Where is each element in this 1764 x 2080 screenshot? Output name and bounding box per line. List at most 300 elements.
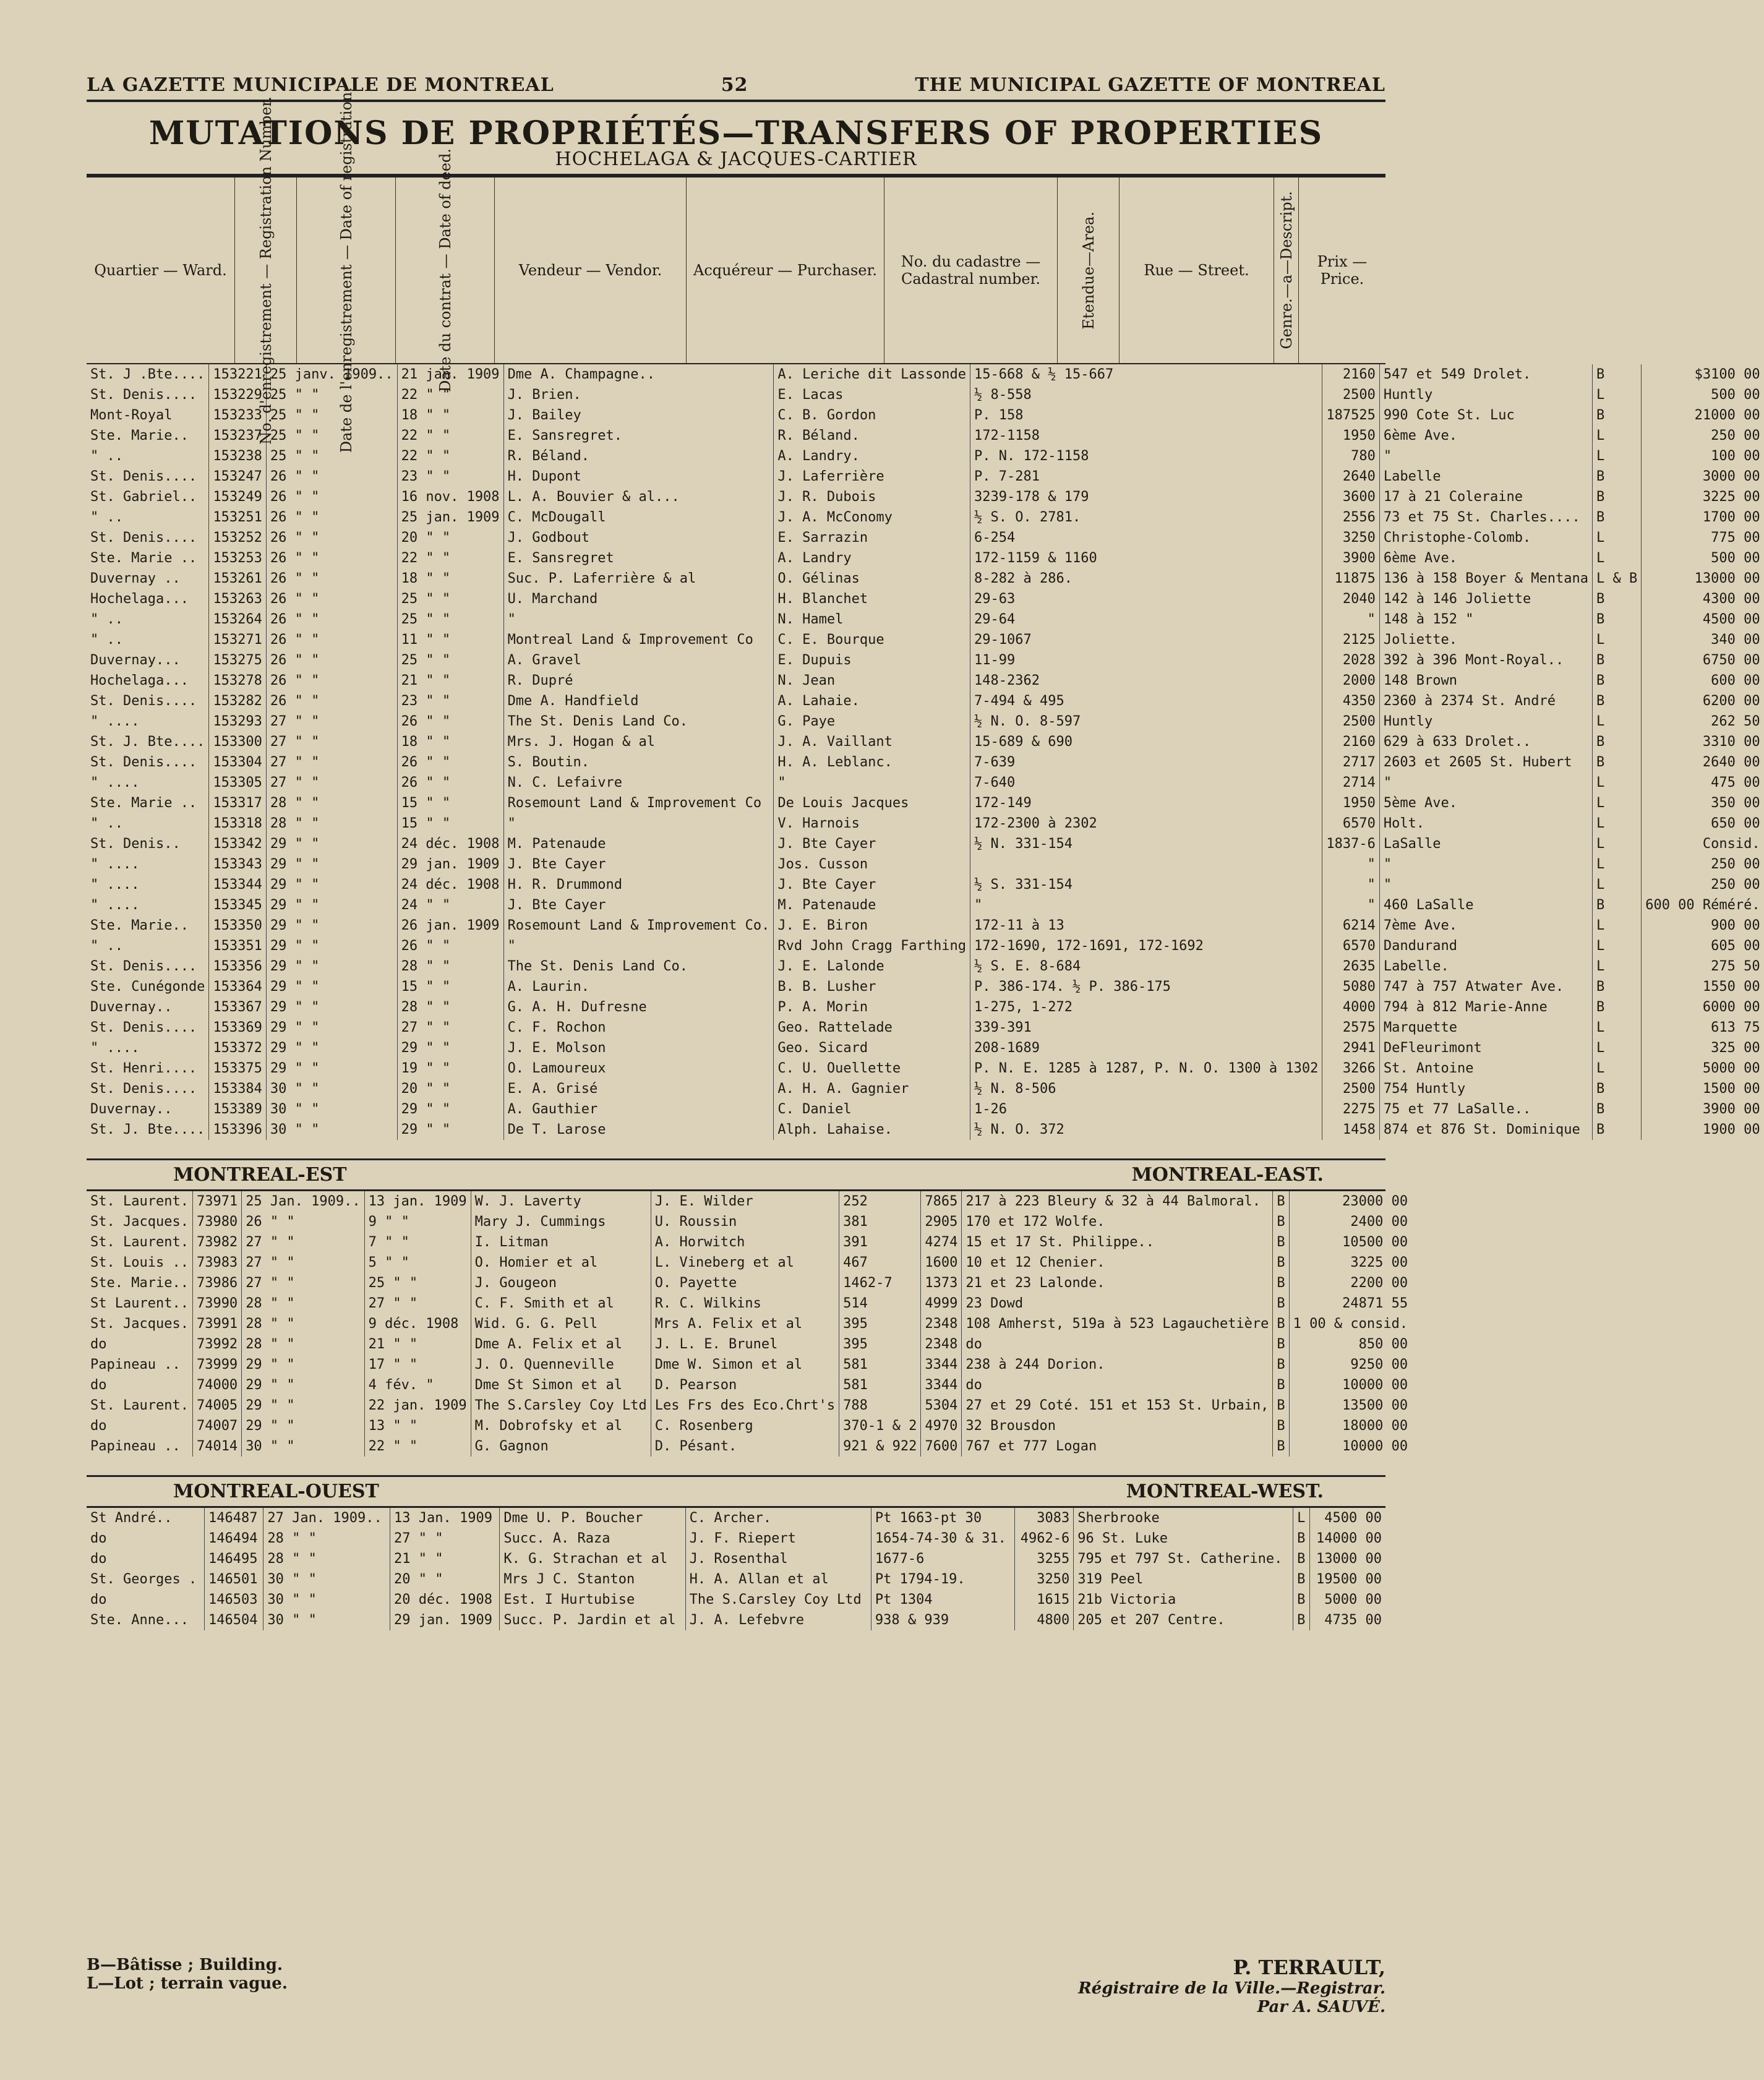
table-cell: B [1273, 1191, 1289, 1212]
table-cell: 3600 [1322, 487, 1379, 507]
table-cell: 11-99 [970, 650, 1322, 670]
table-cell: N. Hamel [774, 609, 970, 630]
signature [1078, 1956, 1385, 2016]
table-cell: B [1273, 1314, 1289, 1334]
table-cell: Hochelaga... [87, 670, 209, 691]
table-cell: N. C. Lefaivre [503, 773, 774, 793]
table-cell: 29-64 [970, 609, 1322, 630]
page-title: MUTATIONS DE PROPRIÉTÉS—TRANSFERS OF PROPERTIES [148, 114, 1324, 152]
table-cell: 2200 00 [1350, 1275, 1408, 1291]
table-cell: L [1592, 630, 1641, 650]
table-cell: 18 " " [397, 732, 503, 752]
table-cell: O. Homier et al [471, 1252, 651, 1273]
table-cell: L [1592, 426, 1641, 446]
table-cell: 6570 [1322, 936, 1379, 956]
table-cell: 153251 [209, 507, 266, 528]
table-cell: 3344 [921, 1375, 962, 1395]
table-cell: P. 7-281 [970, 466, 1322, 487]
table-row [87, 1232, 1411, 1252]
table-cell: Labelle [1379, 466, 1592, 487]
table-cell: 22 " " [397, 548, 503, 568]
table-cell: 26 " " [266, 609, 397, 630]
table-cell: C. F. Smith et al [471, 1293, 651, 1314]
table-cell: 3225 00 [1350, 1255, 1408, 1270]
table-row [87, 1314, 1411, 1334]
table-cell: 6ème Ave. [1379, 426, 1592, 446]
table-row [87, 1038, 1764, 1058]
table-cell: 153343 [209, 854, 266, 875]
table-cell: 146503 [204, 1590, 263, 1610]
table-cell: 153372 [209, 1038, 266, 1058]
table-cell: L [1592, 1038, 1641, 1058]
table-row [87, 691, 1764, 711]
table-cell: 27 " " [242, 1232, 364, 1252]
table-cell: 25 " " [266, 385, 397, 405]
table-cell: 5304 [921, 1395, 962, 1416]
table-row [87, 589, 1764, 609]
table-cell: 28 " " [263, 1549, 390, 1569]
table-row [87, 854, 1764, 875]
table-cell: $3100 00 [1694, 367, 1760, 382]
table-cell: 20 déc. 1908 [390, 1590, 500, 1610]
table-cell: 7-640 [970, 773, 1322, 793]
table-cell: 153282 [209, 691, 266, 711]
table-cell: 25 jan. 1909 [397, 507, 503, 528]
table-row [87, 1569, 1385, 1590]
col-vendor: Vendeur — Vendor. [495, 178, 687, 363]
table-cell: 27 " " [266, 752, 397, 773]
table-cell: 2500 [1322, 1079, 1379, 1099]
table-row [87, 711, 1764, 732]
table-cell: 29 " " [266, 834, 397, 854]
table-cell: Alph. Lahaise. [774, 1119, 970, 1140]
table-cell: 4962-6 [1014, 1528, 1073, 1549]
table-cell: St. Laurent. [87, 1191, 192, 1212]
table-cell: 395 [839, 1334, 921, 1355]
table-cell: " [774, 773, 970, 793]
table-cell: 4 fév. " [364, 1375, 471, 1395]
table-cell: 1-275, 1-272 [970, 997, 1322, 1017]
table-cell: 775 00 [1711, 530, 1760, 546]
table-cell: 153351 [209, 936, 266, 956]
table-cell: 2028 [1322, 650, 1379, 670]
table-cell: do [962, 1334, 1273, 1355]
table-row [87, 1334, 1411, 1355]
table-cell: Duvernay... [87, 650, 209, 670]
table-cell: 29 " " [266, 1058, 397, 1079]
table-cell: 747 à 757 Atwater Ave. [1379, 977, 1592, 997]
table-cell: " [503, 609, 774, 630]
table-cell: 13 jan. 1909 [364, 1191, 471, 1212]
table-row [87, 1610, 1385, 1630]
table-cell: 100 00 [1711, 448, 1760, 464]
table-cell: 23 " " [397, 691, 503, 711]
table-cell: 2348 [921, 1334, 962, 1355]
table-cell: J. E. Molson [503, 1038, 774, 1058]
table-cell: Dme A. Felix et al [471, 1334, 651, 1355]
table-cell: 7-639 [970, 752, 1322, 773]
table-cell: B [1592, 466, 1641, 487]
table-cell: 22 " " [397, 426, 503, 446]
table-cell: " [1322, 609, 1379, 630]
table-cell: K. G. Strachan et al [500, 1549, 685, 1569]
table-cell: St. Denis.... [87, 956, 209, 977]
table-cell: Huntly [1379, 711, 1592, 732]
table-cell: 1837-6 [1322, 834, 1379, 854]
table-cell: ½ N. 331-154 [970, 834, 1322, 854]
table-cell: 30 " " [242, 1436, 364, 1457]
table-cell: O. Lamoureux [503, 1058, 774, 1079]
table-cell: 4300 00 [1702, 591, 1760, 607]
table-row [87, 773, 1764, 793]
footer [87, 1956, 1385, 2016]
table-cell: L [1592, 446, 1641, 466]
table-row [87, 1252, 1411, 1273]
table-cell: The S.Carsley Coy Ltd [471, 1395, 651, 1416]
table-cell: 96 St. Luke [1074, 1528, 1293, 1549]
table-cell: 874 et 876 St. Dominique [1379, 1119, 1592, 1140]
table-cell: L [1592, 854, 1641, 875]
col-genre [1274, 178, 1299, 363]
table-cell: Ste. Marie .. [87, 793, 209, 813]
table-cell: 153261 [209, 568, 266, 589]
table-cell: O. Payette [651, 1273, 839, 1293]
table-cell: Rosemount Land & Improvement Co. [503, 915, 774, 936]
table-cell: Ste. Marie.. [87, 426, 209, 446]
table-cell: A. Gauthier [503, 1099, 774, 1119]
table-cell: B [1592, 507, 1641, 528]
table-cell: St. Louis .. [87, 1252, 192, 1273]
table-cell: Ste. Marie.. [87, 915, 209, 936]
table-cell: LaSalle [1379, 834, 1592, 854]
table-row [87, 630, 1764, 650]
table-cell: 29 " " [242, 1395, 364, 1416]
col-area [1058, 178, 1120, 363]
table-cell: 153396 [209, 1119, 266, 1140]
table-cell: St André.. [87, 1508, 204, 1528]
table-cell: 73982 [192, 1232, 241, 1252]
table-cell: 850 00 [1358, 1337, 1408, 1352]
table-cell: 26 " " [397, 752, 503, 773]
table-cell: 73990 [192, 1293, 241, 1314]
table-cell: 29 " " [266, 875, 397, 895]
table-cell: 8-282 à 286. [970, 568, 1322, 589]
table-cell: 29 " " [397, 1038, 503, 1058]
table-cell: The St. Denis Land Co. [503, 711, 774, 732]
table-cell: E. Sansregret [503, 548, 774, 568]
table-cell: Duvernay .. [87, 568, 209, 589]
table-cell: Marquette [1379, 1017, 1592, 1038]
table-cell: Dme W. Simon et al [651, 1355, 839, 1375]
table-cell: 3000 00 [1702, 469, 1760, 484]
table-cell: 16 nov. 1908 [397, 487, 503, 507]
table-cell: 208-1689 [970, 1038, 1322, 1058]
table-cell: L [1592, 385, 1641, 405]
table-cell: " [503, 813, 774, 834]
table-cell: 613 75 [1711, 1020, 1760, 1035]
table-cell: 153364 [209, 977, 266, 997]
table-cell: 172-1690, 172-1691, 172-1692 [970, 936, 1322, 956]
table-cell: Consid. [1702, 836, 1760, 852]
registrar-title: Régistraire de la Ville.—Registrar. [1078, 1979, 1385, 1998]
table-cell: 26 " " [266, 528, 397, 548]
table-cell: Holt. [1379, 813, 1592, 834]
table-row [87, 793, 1764, 813]
table-cell: A. Gravel [503, 650, 774, 670]
table-cell: 900 00 [1711, 918, 1760, 933]
table-cell: Duvernay.. [87, 1099, 209, 1119]
table-cell: B [1293, 1610, 1310, 1630]
table-cell: B [1273, 1252, 1289, 1273]
table-cell: 18000 00 [1342, 1418, 1408, 1434]
table-cell: Dandurand [1379, 936, 1592, 956]
table-row [87, 670, 1764, 691]
table-cell: 629 à 633 Drolet.. [1379, 732, 1592, 752]
table-cell: do [87, 1375, 192, 1395]
table-cell: ½ 8-558 [970, 385, 1322, 405]
table-cell: B [1592, 1079, 1641, 1099]
table-cell: 9 déc. 1908 [364, 1314, 471, 1334]
table-cell: 148 à 152 " [1379, 609, 1592, 630]
table-cell: 18 " " [397, 405, 503, 426]
table-cell: 153318 [209, 813, 266, 834]
table-cell: do [87, 1549, 204, 1569]
table-cell: L [1592, 813, 1641, 834]
table-cell: 2714 [1322, 773, 1379, 793]
table-cell: B [1592, 895, 1641, 915]
table-cell: 21 jan. 1909 [397, 364, 503, 385]
table-cell: 28 " " [263, 1528, 390, 1549]
table-cell: 153304 [209, 752, 266, 773]
table-cell: " [503, 936, 774, 956]
table-cell: 3900 00 [1702, 1102, 1760, 1117]
table-cell: 1700 00 [1702, 510, 1760, 525]
table-cell: St. Georges . [87, 1569, 204, 1590]
table-cell: 780 [1322, 446, 1379, 466]
table-cell: C. Rosenberg [651, 1416, 839, 1436]
table-cell: 17 " " [364, 1355, 471, 1375]
table-row [87, 1355, 1411, 1375]
table-cell: D. Pearson [651, 1375, 839, 1395]
table-cell: A. Laurin. [503, 977, 774, 997]
table-cell: The St. Denis Land Co. [503, 956, 774, 977]
table-cell: 146495 [204, 1549, 263, 1569]
table-cell: 4000 [1322, 997, 1379, 1017]
table-row [87, 1119, 1764, 1140]
table-cell: 26 " " [266, 487, 397, 507]
table-cell: U. Marchand [503, 589, 774, 609]
table-cell: Rosemount Land & Improvement Co [503, 793, 774, 813]
table-cell: 30 " " [263, 1569, 390, 1590]
table-cell: A. Landry. [774, 446, 970, 466]
col-genre-label: Genre.—a—Descript. [1277, 191, 1295, 349]
table-cell: 29 " " [266, 854, 397, 875]
table-cell: 10000 00 [1342, 1439, 1408, 1454]
table-cell: B [1273, 1232, 1289, 1252]
table-cell: Jos. Cusson [774, 854, 970, 875]
table-cell: 28 " " [266, 813, 397, 834]
table-cell: 2348 [921, 1314, 962, 1334]
table-cell: 2635 [1322, 956, 1379, 977]
gazette-page [87, 74, 1760, 2016]
table-cell: 370-1 & 2 [839, 1416, 921, 1436]
table-cell: 153369 [209, 1017, 266, 1038]
table-row [87, 1191, 1411, 1212]
table-cell: 73971 [192, 1191, 241, 1212]
table-cell: " [1379, 773, 1592, 793]
table-cell: 1900 00 [1702, 1122, 1760, 1137]
table-cell: 73983 [192, 1252, 241, 1273]
table-cell: 10 et 12 Chenier. [962, 1252, 1273, 1273]
table-cell: 252 [839, 1191, 921, 1212]
table-cell: 3310 00 [1702, 734, 1760, 750]
registrar-name: P. TERRAULT, [1233, 1956, 1385, 1979]
table-cell: Papineau .. [87, 1436, 192, 1457]
table-cell: 319 Peel [1074, 1569, 1293, 1590]
table-cell: B [1592, 487, 1641, 507]
table-cell: Montreal Land & Improvement Co [503, 630, 774, 650]
table-cell: Pt 1304 [871, 1590, 1014, 1610]
table-cell: 547 et 549 Drolet. [1379, 364, 1592, 385]
table-cell: 26 " " [266, 670, 397, 691]
table-cell: J. R. Dubois [774, 487, 970, 507]
table-cell: do [87, 1590, 204, 1610]
table-cell: 4999 [921, 1293, 962, 1314]
table-cell: 25 " " [266, 405, 397, 426]
table-cell: 27 " " [390, 1528, 500, 1549]
table-cell: 26 " " [266, 691, 397, 711]
table-cell: 153271 [209, 630, 266, 650]
table-cell: 153252 [209, 528, 266, 548]
table-cell: 1600 [921, 1252, 962, 1273]
table-cell: St. Gabriel.. [87, 487, 209, 507]
table-cell: DeFleurimont [1379, 1038, 1592, 1058]
table-cell: Geo. Rattelade [774, 1017, 970, 1038]
table-cell: 27 et 29 Coté. 151 et 153 St. Urbain, [962, 1395, 1273, 1416]
table-cell: 146494 [204, 1528, 263, 1549]
table-cell: " [1379, 875, 1592, 895]
table-cell: J. Rosenthal [685, 1549, 871, 1569]
table-cell: B [1592, 405, 1641, 426]
legend-lot: L—Lot ; terrain vague. [87, 1974, 288, 1993]
table-cell: R. Dupré [503, 670, 774, 691]
table-cell: J. Bte Cayer [503, 895, 774, 915]
table-cell: L [1592, 915, 1641, 936]
table-cell: J. Gougeon [471, 1273, 651, 1293]
table-cell: 153249 [209, 487, 266, 507]
table-cell: J. Godbout [503, 528, 774, 548]
table-cell: L. Vineberg et al [651, 1252, 839, 1273]
table-cell: 153278 [209, 670, 266, 691]
page-subtitle: HOCHELAGA & JACQUES-CARTIER [555, 148, 917, 170]
table-cell: St. Henri.... [87, 1058, 209, 1079]
table-cell: 172-11 à 13 [970, 915, 1322, 936]
table-cell: 27 " " [266, 773, 397, 793]
table-cell: 22 " " [364, 1436, 471, 1457]
table-cell: 17 à 21 Coleraine [1379, 487, 1592, 507]
table-cell: 153317 [209, 793, 266, 813]
table-cell: J. E. Biron [774, 915, 970, 936]
table-cell: 467 [839, 1252, 921, 1273]
table-row [87, 1436, 1411, 1457]
table-cell: 24 déc. 1908 [397, 875, 503, 895]
table-cell: " .. [87, 507, 209, 528]
table-cell: " .. [87, 936, 209, 956]
table-cell: G. A. H. Dufresne [503, 997, 774, 1017]
table-cell: 1950 [1322, 793, 1379, 813]
table-cell: Mrs. J. Hogan & al [503, 732, 774, 752]
table-cell: 205 et 207 Centre. [1074, 1610, 1293, 1630]
table-cell: 15 " " [397, 793, 503, 813]
table-cell: L [1592, 1017, 1641, 1038]
table-cell: 10500 00 [1342, 1235, 1408, 1250]
table-cell: 25 " " [364, 1273, 471, 1293]
section-ouest [87, 1475, 1385, 1508]
table-cell: " .... [87, 1038, 209, 1058]
table-cell: 3255 [1014, 1549, 1073, 1569]
table-cell: L [1592, 528, 1641, 548]
table-cell: A. Landry [774, 548, 970, 568]
table-cell: " [970, 895, 1322, 915]
table-cell: 6-254 [970, 528, 1322, 548]
table-cell: 23 " " [397, 466, 503, 487]
table-cell: E. Sansregret. [503, 426, 774, 446]
section-ouest-en: MONTREAL-WEST. [1126, 1481, 1324, 1502]
table-cell: 15 " " [397, 977, 503, 997]
table-cell: 2500 [1322, 385, 1379, 405]
table-cell: " [1379, 446, 1592, 466]
table-cell: 22 jan. 1909 [364, 1395, 471, 1416]
table-cell: B [1273, 1355, 1289, 1375]
table-cell: 27 " " [397, 1017, 503, 1038]
table-cell: 2360 à 2374 St. André [1379, 691, 1592, 711]
table-cell: L [1592, 793, 1641, 813]
section-est [87, 1158, 1385, 1191]
table-cell: 18 " " [397, 568, 503, 589]
table-cell: 500 00 [1711, 387, 1760, 403]
legend [87, 1956, 288, 2016]
table-cell: E. Dupuis [774, 650, 970, 670]
table-cell: 25 " " [397, 650, 503, 670]
table-cell: 13000 00 [1694, 571, 1760, 586]
table-cell: 4274 [921, 1232, 962, 1252]
table-cell: A. Lahaie. [774, 691, 970, 711]
table-cell: 74007 [192, 1416, 241, 1436]
table-cell: 26 " " [266, 507, 397, 528]
table-cell: 15-689 & 690 [970, 732, 1322, 752]
table-cell: 1677-6 [871, 1549, 1014, 1569]
table-cell: C. Daniel [774, 1099, 970, 1119]
col-area-label: Etendue—Area. [1079, 211, 1097, 330]
table-cell: B [1592, 691, 1641, 711]
ouest-table [87, 1508, 1385, 1630]
table-row [87, 875, 1764, 895]
table-cell: do [87, 1416, 192, 1436]
table-cell: S. Boutin. [503, 752, 774, 773]
table-cell: 29 " " [266, 997, 397, 1017]
table-cell: 600 00 [1711, 673, 1760, 688]
table-cell: Labelle. [1379, 956, 1592, 977]
table-cell: 153389 [209, 1099, 266, 1119]
table-row [87, 752, 1764, 773]
table-cell: Mary J. Cummings [471, 1212, 651, 1232]
col-date-registration-label: Date de l'enregistrement — Date of registration. [337, 87, 355, 453]
table-cell: Mont-Royal [87, 405, 209, 426]
table-cell: 30 " " [266, 1099, 397, 1119]
table-cell: B [1273, 1416, 1289, 1436]
table-cell: 172-149 [970, 793, 1322, 813]
table-cell: B [1592, 732, 1641, 752]
